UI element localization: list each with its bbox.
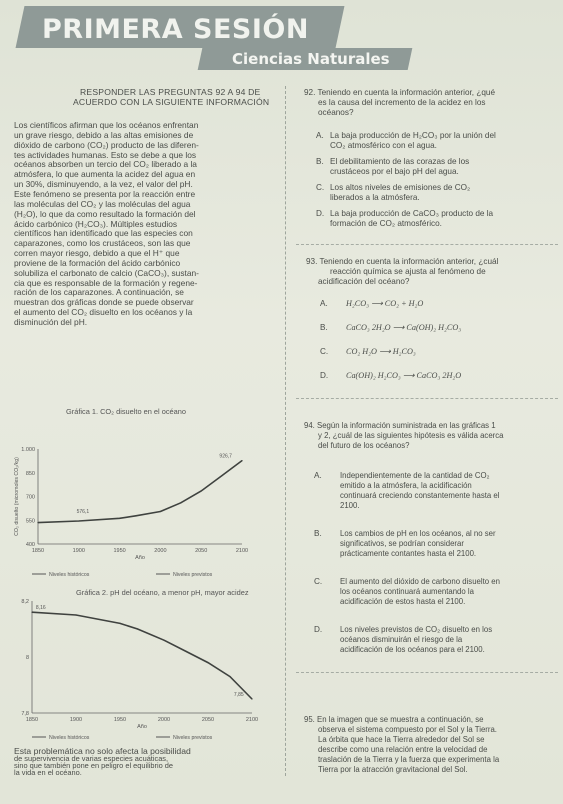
passage-line: océanos absorben un tercio del CO₂ liberado a la <box>14 159 197 170</box>
column-divider <box>285 86 286 776</box>
data-point <box>201 490 202 491</box>
y-tick-label: 1.000 <box>21 447 35 453</box>
q93-option-d-equation: Ca(OH)₂ H₂CO₃ ⟶ CaCO₃ 2H₂O <box>346 371 462 380</box>
data-label: 926,7 <box>219 453 232 460</box>
passage-line: caparazones, como los crustáceos, son las que <box>14 238 191 249</box>
x-axis-label: Año <box>135 555 145 561</box>
data-point <box>185 651 186 652</box>
q94-option-c-line-1: El aumento del dióxido de carbono disuelto en <box>340 577 500 586</box>
closing-line-1: Esta problemática no solo afecta la posibilidad <box>14 746 191 756</box>
y-axis-label: CO₂ disuelto (micromoles CO₂/kg) <box>14 457 20 536</box>
x-tick-label: 1900 <box>72 548 85 554</box>
x-tick-label: 2100 <box>235 548 249 554</box>
x-tick-label: 2000 <box>154 548 167 554</box>
series-line-historical <box>38 512 160 523</box>
q94-option-a-letter[interactable]: A. <box>314 471 322 480</box>
q93-stem-1: 93. Teniendo en cuenta la información anterior, ¿cuál <box>306 257 499 266</box>
q93-stem-3: acidificación del océano? <box>318 277 410 286</box>
q95-stem-1: 95. En la imagen que se muestra a continuación, se <box>304 715 484 724</box>
separator-q93-q94 <box>296 398 558 399</box>
passage-line: solubiliza el carbonato de calcio (CaCO₃), sustan- <box>14 267 199 278</box>
q94-option-d-line-3: acidificación de los océanos para el 2100. <box>340 645 485 654</box>
passage-line: atmósfera, lo que aumenta la acidez del agua en <box>14 169 196 180</box>
q94-option-d-letter[interactable]: D. <box>314 625 323 634</box>
passage-line: corren mayor riesgo, debido a que el H⁺ que <box>14 248 180 259</box>
chart-title: Gráfica 1. CO₂ disuelto en el océano <box>66 407 186 416</box>
passage-line: un 30%, disminuyendo, a la vez, el valor del pH. <box>14 179 193 190</box>
data-point <box>160 511 161 512</box>
x-tick-label: 1950 <box>113 717 127 723</box>
legend-label-historical: Niveles históricos <box>49 572 90 578</box>
q92-option-c-letter[interactable]: C. <box>316 183 325 192</box>
passage-line: proviene de la formación del ácido carbónico <box>14 257 181 268</box>
q95-stem-4: describe como una relación entre la velocidad de <box>318 745 488 754</box>
co2-chart-svg <box>6 404 284 582</box>
q94-option-a-line-4: 2100. <box>340 501 360 510</box>
q94-option-a-line-2: emitido a la atmósfera, la acidificación <box>340 481 472 490</box>
data-point <box>221 475 222 476</box>
data-point <box>135 515 136 516</box>
data-point <box>241 460 242 461</box>
data-point <box>31 612 32 613</box>
passage-line: dióxido de carbono (CO₂) producto de las diferen- <box>14 139 199 150</box>
q94-option-b-line-3: prácticamente contantes hasta el 2100. <box>340 549 477 558</box>
q92-option-c-line-2: liberados a la atmósfera. <box>330 193 420 202</box>
x-tick-label: 2000 <box>157 717 171 723</box>
q94-stem-3: del futuro de los océanos? <box>318 441 410 450</box>
chart-1 <box>6 404 284 582</box>
y-tick-label: 8 <box>25 655 29 661</box>
q94-stem-1: 94. Según la información suministrada en las gráficas 1 <box>304 421 496 430</box>
chart-2 <box>6 585 284 743</box>
q92-option-d-line-1: La baja producción de CaCO₃ producto de la <box>330 209 494 218</box>
x-tick-label: 2050 <box>195 548 208 554</box>
data-label: 576,1 <box>76 509 90 516</box>
y-tick-label: 8,2 <box>21 599 29 605</box>
q92-stem-3: océanos? <box>318 108 354 117</box>
data-point <box>137 628 138 629</box>
q95-stem-3: La órbita que hace la Tierra alrededor del Sol se <box>318 735 485 744</box>
q94-option-b-letter[interactable]: B. <box>314 529 322 538</box>
q92-option-a-letter[interactable]: A. <box>316 131 324 140</box>
q92-option-d-letter[interactable]: D. <box>316 209 325 218</box>
closing-line-3: sino que también pone en peligro el equilibrio de <box>14 761 174 770</box>
y-tick-label: 7,8 <box>21 711 29 717</box>
q94-option-c-letter[interactable]: C. <box>314 577 323 586</box>
passage-line: científicos han identificado que las especies con <box>14 228 193 239</box>
q93-option-c-letter[interactable]: C. <box>320 347 329 356</box>
data-point <box>229 676 230 677</box>
q92-stem-1: 92. Teniendo en cuenta la información anterior, ¿qué <box>304 88 496 97</box>
passage-line: las moléculas del CO₂ y las moléculas del agua <box>14 198 191 209</box>
data-point <box>119 518 120 519</box>
series-line-historical <box>32 612 164 640</box>
q94-option-b-line-2: significativos, se podrían considerar <box>340 539 464 548</box>
passage-line: muestran dos gráficas donde se puede observar <box>14 297 194 308</box>
x-tick-label: 1850 <box>31 548 45 554</box>
y-tick-label: 850 <box>25 470 35 477</box>
data-point <box>207 662 208 663</box>
q92-option-b-line-2: crustáceos por el bajo pH del agua. <box>330 167 459 176</box>
data-point <box>75 614 76 615</box>
q92-option-b-letter[interactable]: B. <box>316 157 324 166</box>
q92-option-b-line-1: El debilitamiento de las corazas de los <box>330 157 470 166</box>
section-title: PRIMERA SESIÓN <box>42 14 309 45</box>
subject-title: Ciencias Naturales <box>232 50 390 68</box>
q95-stem-6: Tierra por la atracción gravitacional del Sol. <box>318 765 468 774</box>
legend-label-projected: Niveles previstos <box>173 572 213 578</box>
data-point <box>119 623 120 624</box>
passage-line: Este fenómeno se presenta por la reacción entre <box>14 188 196 199</box>
legend-label-projected: Niveles previstos <box>173 735 213 741</box>
data-label: 7,85 <box>233 692 244 698</box>
y-tick-label: 700 <box>25 494 35 501</box>
q95-stem-5: traslación de la Tierra y la fuerza que experimenta la <box>318 755 500 764</box>
x-tick-label: 2100 <box>245 717 259 723</box>
passage-line: disminución del pH. <box>14 317 88 327</box>
separator-q92-q93 <box>296 244 558 245</box>
closing-line-2: de supervivencia de varias especies acuáticas, <box>14 754 169 763</box>
y-tick-label: 400 <box>25 542 35 548</box>
q94-option-c-line-2: los océanos continuará aumentando la <box>340 587 474 596</box>
instruction-line-1: RESPONDER LAS PREGUNTAS 92 A 94 DE <box>80 87 261 97</box>
data-point <box>78 520 79 521</box>
passage-line: ácido carbónico (H₂CO₃). Múltiples estudios <box>14 218 178 229</box>
data-point <box>37 522 38 523</box>
q93-option-c-equation: CO₂ H₂O ⟶ H₂CO₃ <box>346 347 416 356</box>
q94-option-d-line-1: Los niveles previstos de CO₂ disuelto en los <box>340 625 493 634</box>
ph-chart-svg <box>6 585 284 743</box>
passage-line: ración de los caparazones. A continuación, se <box>14 287 184 298</box>
passage-line: el aumento del CO₂ disuelto en los océanos y la <box>14 307 193 318</box>
x-tick-label: 1850 <box>25 717 39 723</box>
q92-option-a-line-2: CO₂ atmosférico con el agua. <box>330 141 437 150</box>
q93-stem-2: reacción química se ajusta al fenómeno de <box>330 267 486 276</box>
data-label: 8,16 <box>35 605 46 612</box>
q94-option-d-line-2: océanos disminuirán el riesgo de la <box>340 635 463 644</box>
legend-label-historical: Niveles históricos <box>49 735 90 741</box>
q94-stem-2: y 2, ¿cuál de las siguientes hipótesis es válida acerca <box>318 431 504 440</box>
q94-option-a-line-3: continuará creciendo constantemente hasta el <box>340 491 500 500</box>
series-line-projected <box>160 461 242 512</box>
instruction-line-2: ACUERDO CON LA SIGUIENTE INFORMACIÓN <box>73 97 270 107</box>
x-tick-label: 1900 <box>69 717 83 723</box>
q93-option-d-letter[interactable]: D. <box>320 371 329 380</box>
q94-option-b-line-1: Los cambios de pH en los océanos, al no ser <box>340 529 496 538</box>
data-point <box>180 502 181 503</box>
q93-option-b-letter[interactable]: B. <box>320 323 328 332</box>
q93-option-b-equation: CaCO₃ 2H₂O ⟶ Ca(OH)₂ H₂CO₃ <box>346 323 462 332</box>
q93-option-a-letter[interactable]: A. <box>320 299 328 308</box>
x-axis-label: Año <box>137 724 147 730</box>
q93-option-a-equation: H₂CO₃ ⟶ CO₂ + H₂O <box>346 299 424 308</box>
separator-q94-q95 <box>296 672 558 673</box>
y-tick-label: 550 <box>25 518 35 525</box>
q92-stem-2: es la causa del incremento de la acidez en los <box>318 98 486 107</box>
q92-option-a-line-1: La baja producción de H₂CO₃ por la unión del <box>330 131 496 140</box>
q94-option-c-line-3: acidificación de estos hasta el 2100. <box>340 597 466 606</box>
q95-stem-2: observa el sistema compuesto por el Sol y la Tierra. <box>318 725 497 734</box>
chart-title: Gráfica 2. pH del océano, a menor pH, mayor acidez <box>76 588 249 597</box>
q92-option-d-line-2: formación de CO₂ atmosférico. <box>330 219 442 228</box>
closing-line-4: la vida en el océano. <box>14 768 82 777</box>
x-tick-label: 2050 <box>201 717 215 723</box>
passage-line: un grave riesgo, debido a las altas emisiones de <box>14 129 194 140</box>
passage-line: tes actividades humanas. Esto se debe a que los <box>14 149 197 160</box>
passage-line: cia que es responsable de la formación y regene- <box>14 277 198 288</box>
series-line-projected <box>164 640 252 699</box>
q92-option-c-line-1: Los altos niveles de emisiones de CO₂ <box>330 183 471 192</box>
passage-line: Los científicos afirman que los océanos enfrentan <box>14 120 199 130</box>
data-point <box>163 640 164 641</box>
q94-option-a-line-1: Independientemente de la cantidad de CO₂ <box>340 471 490 480</box>
passage-line: (H₂O), lo que da como resultado la formación del <box>14 208 196 219</box>
x-tick-label: 1950 <box>113 548 126 554</box>
data-point <box>251 698 252 699</box>
